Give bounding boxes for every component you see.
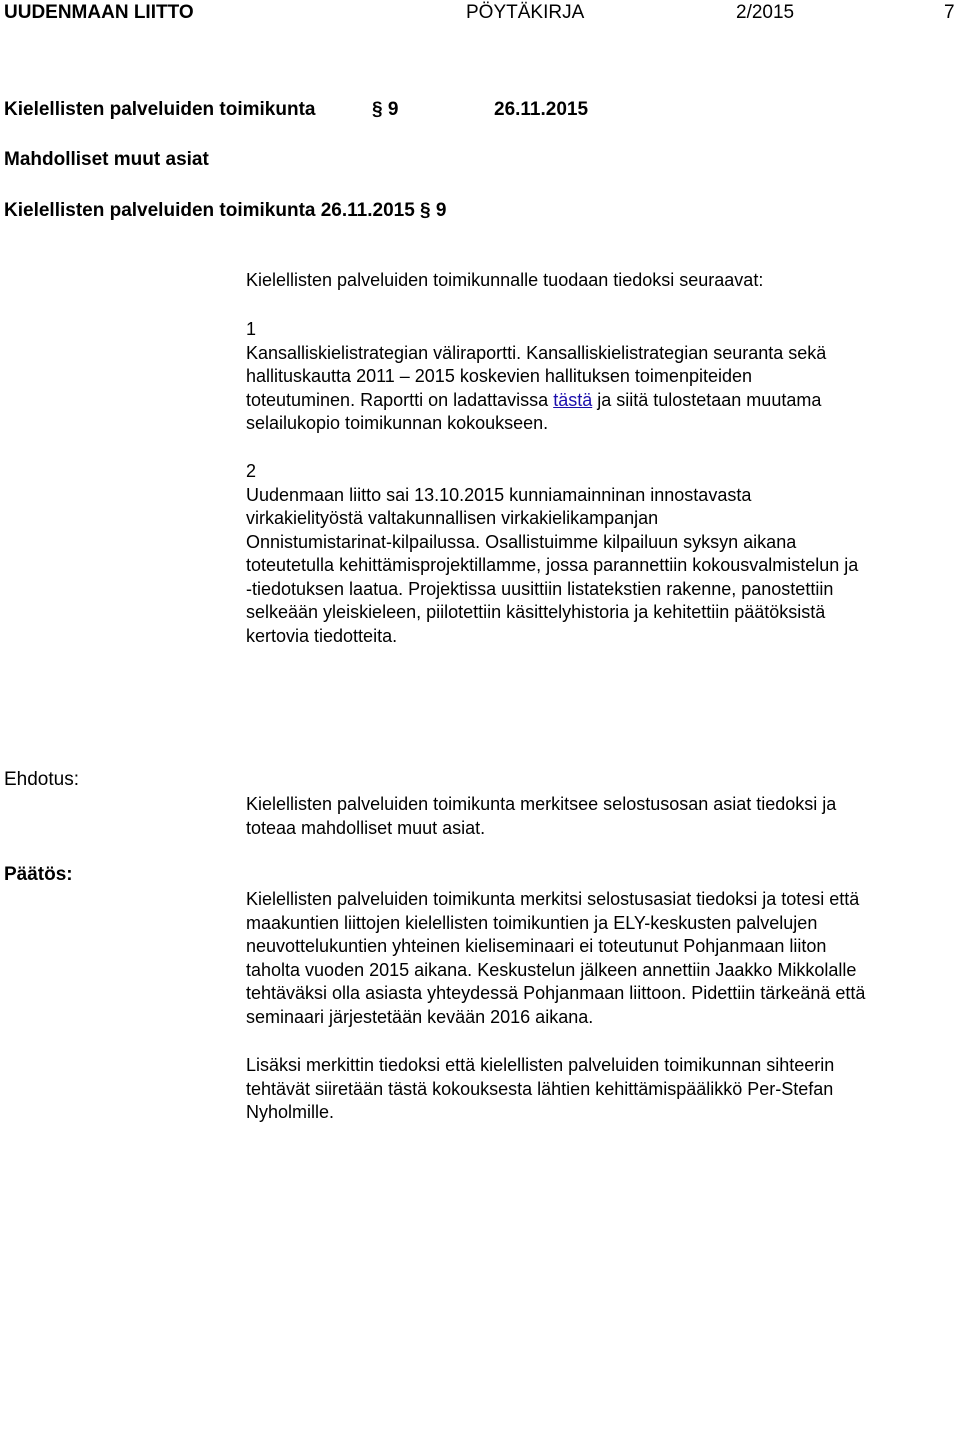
- intro-paragraph: [246, 269, 954, 293]
- section-number: § 9: [372, 99, 399, 120]
- proposal-text: [246, 793, 954, 840]
- item-number: 1: [246, 319, 257, 339]
- item-text-line: Uudenmaan liitto sai 13.10.2015 kunniamainninan innostavasta: [246, 484, 752, 505]
- meeting-date: 26.11.2015: [494, 99, 589, 120]
- addendum-line: Lisäksi merkittin tiedoksi että kielellisten palveluiden toimikunnan sihteerin: [246, 1055, 835, 1075]
- item-text-fragment: toteutuminen. Raportti on ladattavissa: [246, 389, 554, 410]
- agenda-topic-title: Mahdolliset muut asiat: [4, 149, 209, 170]
- intro-text: Kielellisten palveluiden toimikunnalle tuodaan tiedoksi seuraavat:: [246, 270, 764, 290]
- addendum-line: Nyholmille.: [246, 1102, 335, 1122]
- addendum-line: tehtävät siiretään tästä kokouksesta lähtien kehittämispäälikkö Per-Stefan: [246, 1078, 834, 1099]
- item-text-fragment: ja siitä tulostetaan muutama: [592, 389, 822, 410]
- decision-addendum: [246, 1054, 954, 1125]
- list-item: [246, 318, 954, 436]
- document-number: 2/2015: [736, 2, 795, 23]
- organization-name: UUDENMAAN LIITTO: [4, 2, 194, 23]
- decision-label: Päätös:: [4, 864, 73, 885]
- agenda-reference: Kielellisten palveluiden toimikunta 26.11.2015 § 9: [4, 200, 447, 221]
- item-text-line: toteutetulla kehittämisprojektillamme, jossa parannettiin kokousvalmistelun ja: [246, 555, 859, 575]
- item-text-line: Onnistumistarinat-kilpailussa. Osallistuimme kilpailuun syksyn aikana: [246, 531, 797, 552]
- item-text-line: hallituskautta 2011 – 2015 koskevien hallituksen toimenpiteiden: [246, 366, 753, 386]
- proposal-line: Kielellisten palveluiden toimikunta merkitsee selostusosan asiat tiedoksi ja: [246, 794, 837, 814]
- committee-name: Kielellisten palveluiden toimikunta: [4, 99, 316, 120]
- proposal-line: toteaa mahdolliset muut asiat.: [246, 817, 486, 838]
- item-text-line: selailukopio toimikunnan kokoukseen.: [246, 413, 549, 433]
- decision-line: neuvottelukuntien yhteinen kieliseminaari ei toteutunut Pohjanmaan liiton: [246, 936, 827, 956]
- decision-line: taholta vuoden 2015 aikana. Keskustelun jälkeen annettiin Jaakko Mikkolalle: [246, 959, 857, 980]
- item-text-line: Kansalliskielistrategian väliraportti. Kansalliskielistrategian seuranta sekä: [246, 342, 827, 363]
- decision-line: seminaari järjestetään kevään 2016 aikana.: [246, 1006, 594, 1027]
- decision-line: Kielellisten palveluiden toimikunta merkitsi selostusasiat tiedoksi ja totesi että: [246, 889, 860, 909]
- page-number: 7: [944, 2, 955, 23]
- download-link[interactable]: tästä: [553, 389, 593, 410]
- item-text-line: [246, 389, 954, 413]
- item-number: 2: [246, 461, 257, 481]
- decision-line: maakuntien liittojen kielellisten toimikuntien ja ELY-keskusten palvelujen: [246, 912, 818, 933]
- decision-text: [246, 888, 954, 1029]
- item-text-line: virkakielityöstä valtakunnallisen virkakielikampanjan: [246, 508, 659, 528]
- item-text-line: -tiedotuksen laatua. Projektissa uusittiin listatekstien rakenne, panostettiin: [246, 578, 834, 599]
- document-type: PÖYTÄKIRJA: [466, 2, 585, 23]
- proposal-label: Ehdotus:: [4, 769, 79, 790]
- list-item: [246, 460, 954, 648]
- decision-line: tehtäväksi olla asiasta yhteydessä Pohjanmaan liittoon. Pidettiin tärkeänä että: [246, 983, 866, 1003]
- item-text-line: selkeään yleiskieleen, piilotettiin käsittelyhistoria ja kehitettiin päätöksistä: [246, 602, 826, 622]
- item-text-line: kertovia tiedotteita.: [246, 625, 398, 646]
